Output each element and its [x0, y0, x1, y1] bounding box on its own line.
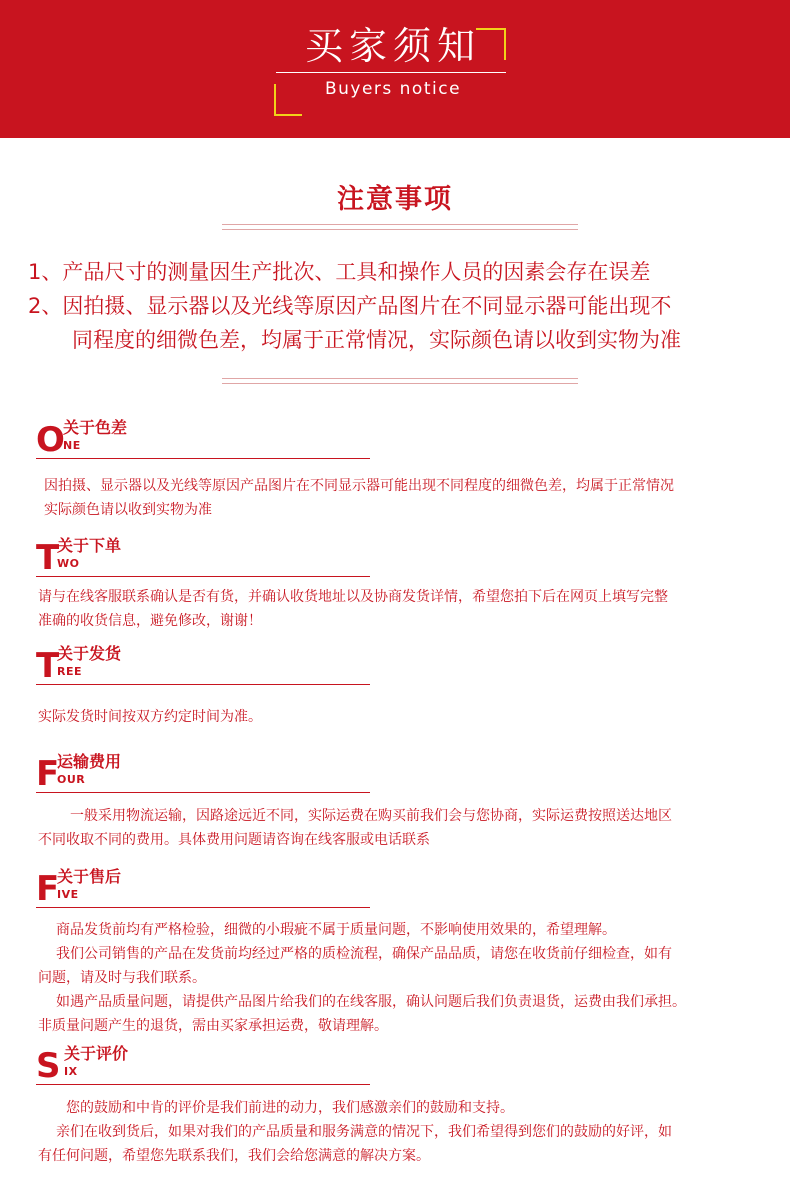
section-two-line-2: 准确的收货信息，避免修改，谢谢！ [38, 613, 262, 629]
banner-title: 买家须知 [304, 24, 481, 68]
section-five-line-1: 商品发货前均有严格检验，细微的小瑕疵不属于质量问题，不影响使用效果的，希望理解。 [56, 922, 616, 938]
section-five-line-2: 我们公司销售的产品在发货前均经过严格的质检流程，确保产品品质，请您在收货前仔细检查，如有 [56, 946, 672, 962]
section-three-suffix: REE [57, 665, 82, 678]
section-six-suffix: IX [64, 1065, 78, 1078]
section-five-title: 关于售后 [57, 867, 122, 886]
section-four-header [36, 752, 370, 793]
notice-title: 注意事项 [337, 184, 453, 215]
section-four-letter: F [36, 754, 60, 794]
notice-rule-top [222, 224, 578, 230]
section-three-title: 关于发货 [57, 644, 122, 663]
section-one-line-2: 实际颜色请以收到实物为准 [44, 502, 212, 518]
header-banner [0, 0, 790, 138]
section-two-suffix: WO [57, 557, 80, 570]
section-six-line-2: 亲们在收到货后，如果对我们的产品质量和服务满意的情况下，我们希望得到您们的鼓励的好评，如 [56, 1124, 672, 1140]
section-five-line-4: 如遇产品质量问题，请提供产品图片给我们的在线客服，确认问题后我们负责退货，运费由我们承担。 [56, 994, 686, 1010]
section-one-line-1: 因拍摄、显示器以及光线等原因产品图片在不同显示器可能出现不同程度的细微色差，均属于正常情况 [44, 478, 674, 494]
section-four-title: 运输费用 [57, 752, 122, 771]
banner-divider [276, 72, 506, 73]
section-three-header [36, 644, 370, 685]
section-two-header [36, 536, 370, 577]
section-three-letter: T [36, 646, 60, 686]
section-one-header [36, 418, 370, 459]
section-two-title: 关于下单 [57, 536, 122, 555]
section-six-letter: S [36, 1046, 61, 1086]
notice-line-1: 1、产品尺寸的测量因生产批次、工具和操作人员的因素会存在误差 [28, 260, 651, 284]
section-six-header [36, 1044, 370, 1085]
section-five-header [36, 867, 370, 908]
section-five-suffix: IVE [57, 888, 79, 901]
section-one-letter: O [36, 420, 65, 460]
section-four-suffix: OUR [57, 773, 86, 786]
section-four-line-1: 一般采用物流运输，因路途远近不同，实际运费在购买前我们会与您协商，实际运费按照送达地区 [70, 808, 672, 824]
notice-rule-bottom [222, 378, 578, 384]
section-three-line-1: 实际发货时间按双方约定时间为准。 [38, 709, 262, 725]
section-five-line-5: 非质量问题产生的退货，需由买家承担运费，敬请理解。 [38, 1018, 388, 1034]
section-five-letter: F [36, 869, 60, 909]
section-five-line-3: 问题，请及时与我们联系。 [38, 970, 206, 986]
section-two-letter: T [36, 538, 60, 578]
notice-line-3: 同程度的细微色差，均属于正常情况，实际颜色请以收到实物为准 [72, 328, 681, 352]
section-six-line-1: 您的鼓励和中肯的评价是我们前进的动力，我们感激亲们的鼓励和支持。 [66, 1100, 514, 1116]
section-four-line-2: 不同收取不同的费用。具体费用问题请咨询在线客服或电话联系 [38, 832, 430, 848]
section-two-line-1: 请与在线客服联系确认是否有货，并确认收货地址以及协商发货详情，希望您拍下后在网页上填写完整 [38, 589, 668, 605]
section-six-line-3: 有任何问题，希望您先联系我们，我们会给您满意的解决方案。 [38, 1148, 430, 1164]
section-six-title: 关于评价 [64, 1044, 129, 1063]
banner-subtitle: Buyers notice [324, 79, 462, 99]
section-one-suffix: NE [63, 439, 81, 452]
section-one-title: 关于色差 [63, 418, 128, 437]
notice-line-2: 2、因拍摄、显示器以及光线等原因产品图片在不同显示器可能出现不 [28, 294, 672, 318]
